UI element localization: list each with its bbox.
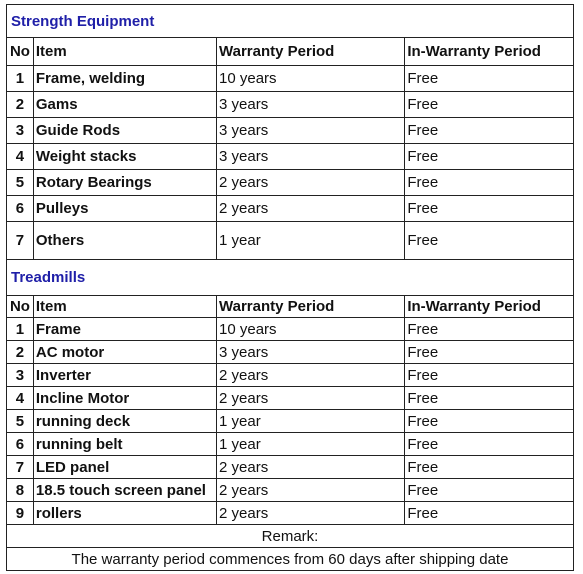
row-in-warranty: Free <box>405 341 574 364</box>
header-no: No <box>7 38 34 66</box>
header-in-warranty: In-Warranty Period <box>405 38 574 66</box>
row-warranty: 1 year <box>217 410 405 433</box>
row-no: 6 <box>7 433 34 456</box>
row-no: 4 <box>7 144 34 170</box>
row-no: 4 <box>7 387 34 410</box>
row-in-warranty: Free <box>405 456 574 479</box>
table-row <box>7 222 574 260</box>
row-no: 3 <box>7 118 34 144</box>
row-item: Inverter <box>33 364 216 387</box>
table-row <box>7 144 574 170</box>
table-header-row <box>7 296 574 318</box>
row-in-warranty: Free <box>405 170 574 196</box>
section-title: Strength Equipment <box>7 5 574 38</box>
row-item: AC motor <box>33 341 216 364</box>
row-item: Weight stacks <box>33 144 216 170</box>
remark-text-row <box>7 548 574 571</box>
row-item: Rotary Bearings <box>33 170 216 196</box>
remark-text: The warranty period commences from 60 days after shipping date <box>7 548 574 571</box>
row-warranty: 3 years <box>217 92 405 118</box>
row-warranty: 3 years <box>217 118 405 144</box>
row-warranty: 3 years <box>217 341 405 364</box>
row-item: Incline Motor <box>33 387 216 410</box>
row-in-warranty: Free <box>405 196 574 222</box>
table-row <box>7 456 574 479</box>
row-no: 5 <box>7 170 34 196</box>
row-in-warranty: Free <box>405 410 574 433</box>
row-item: running deck <box>33 410 216 433</box>
row-in-warranty: Free <box>405 364 574 387</box>
row-no: 8 <box>7 479 34 502</box>
row-item: 18.5 touch screen panel <box>33 479 216 502</box>
table-header-row <box>7 38 574 66</box>
row-warranty: 2 years <box>217 364 405 387</box>
table-row <box>7 387 574 410</box>
header-warranty: Warranty Period <box>217 296 405 318</box>
row-in-warranty: Free <box>405 502 574 525</box>
row-warranty: 2 years <box>217 387 405 410</box>
table-row <box>7 318 574 341</box>
row-no: 2 <box>7 341 34 364</box>
row-warranty: 1 year <box>217 433 405 456</box>
row-item: Frame <box>33 318 216 341</box>
row-in-warranty: Free <box>405 66 574 92</box>
table-row <box>7 502 574 525</box>
remark-label: Remark: <box>7 525 574 548</box>
row-no: 7 <box>7 456 34 479</box>
header-warranty: Warranty Period <box>217 38 405 66</box>
table-row <box>7 92 574 118</box>
header-item: Item <box>33 38 216 66</box>
row-in-warranty: Free <box>405 318 574 341</box>
row-no: 1 <box>7 66 34 92</box>
row-no: 9 <box>7 502 34 525</box>
row-item: Frame, welding <box>33 66 216 92</box>
row-warranty: 2 years <box>217 170 405 196</box>
section-title: Treadmills <box>7 260 574 296</box>
table-row <box>7 118 574 144</box>
table-row <box>7 170 574 196</box>
table-row <box>7 196 574 222</box>
row-no: 5 <box>7 410 34 433</box>
row-item: LED panel <box>33 456 216 479</box>
row-in-warranty: Free <box>405 479 574 502</box>
table-row <box>7 364 574 387</box>
row-item: Gams <box>33 92 216 118</box>
section-header-strength <box>7 5 574 38</box>
row-no: 3 <box>7 364 34 387</box>
header-no: No <box>7 296 34 318</box>
row-item: Pulleys <box>33 196 216 222</box>
table-row <box>7 410 574 433</box>
row-in-warranty: Free <box>405 144 574 170</box>
row-no: 6 <box>7 196 34 222</box>
row-warranty: 2 years <box>217 502 405 525</box>
row-no: 1 <box>7 318 34 341</box>
row-in-warranty: Free <box>405 118 574 144</box>
header-item: Item <box>33 296 216 318</box>
row-warranty: 10 years <box>217 318 405 341</box>
table-row <box>7 341 574 364</box>
row-item: rollers <box>33 502 216 525</box>
warranty-table <box>6 4 574 571</box>
table-row <box>7 433 574 456</box>
row-warranty: 10 years <box>217 66 405 92</box>
row-warranty: 2 years <box>217 479 405 502</box>
row-in-warranty: Free <box>405 222 574 260</box>
row-in-warranty: Free <box>405 387 574 410</box>
row-in-warranty: Free <box>405 433 574 456</box>
row-item: running belt <box>33 433 216 456</box>
header-in-warranty: In-Warranty Period <box>405 296 574 318</box>
remark-label-row <box>7 525 574 548</box>
row-warranty: 3 years <box>217 144 405 170</box>
row-no: 2 <box>7 92 34 118</box>
table-row <box>7 66 574 92</box>
row-in-warranty: Free <box>405 92 574 118</box>
row-warranty: 2 years <box>217 196 405 222</box>
row-item: Others <box>33 222 216 260</box>
row-warranty: 1 year <box>217 222 405 260</box>
row-warranty: 2 years <box>217 456 405 479</box>
row-no: 7 <box>7 222 34 260</box>
row-item: Guide Rods <box>33 118 216 144</box>
table-row <box>7 479 574 502</box>
section-header-treadmills <box>7 260 574 296</box>
